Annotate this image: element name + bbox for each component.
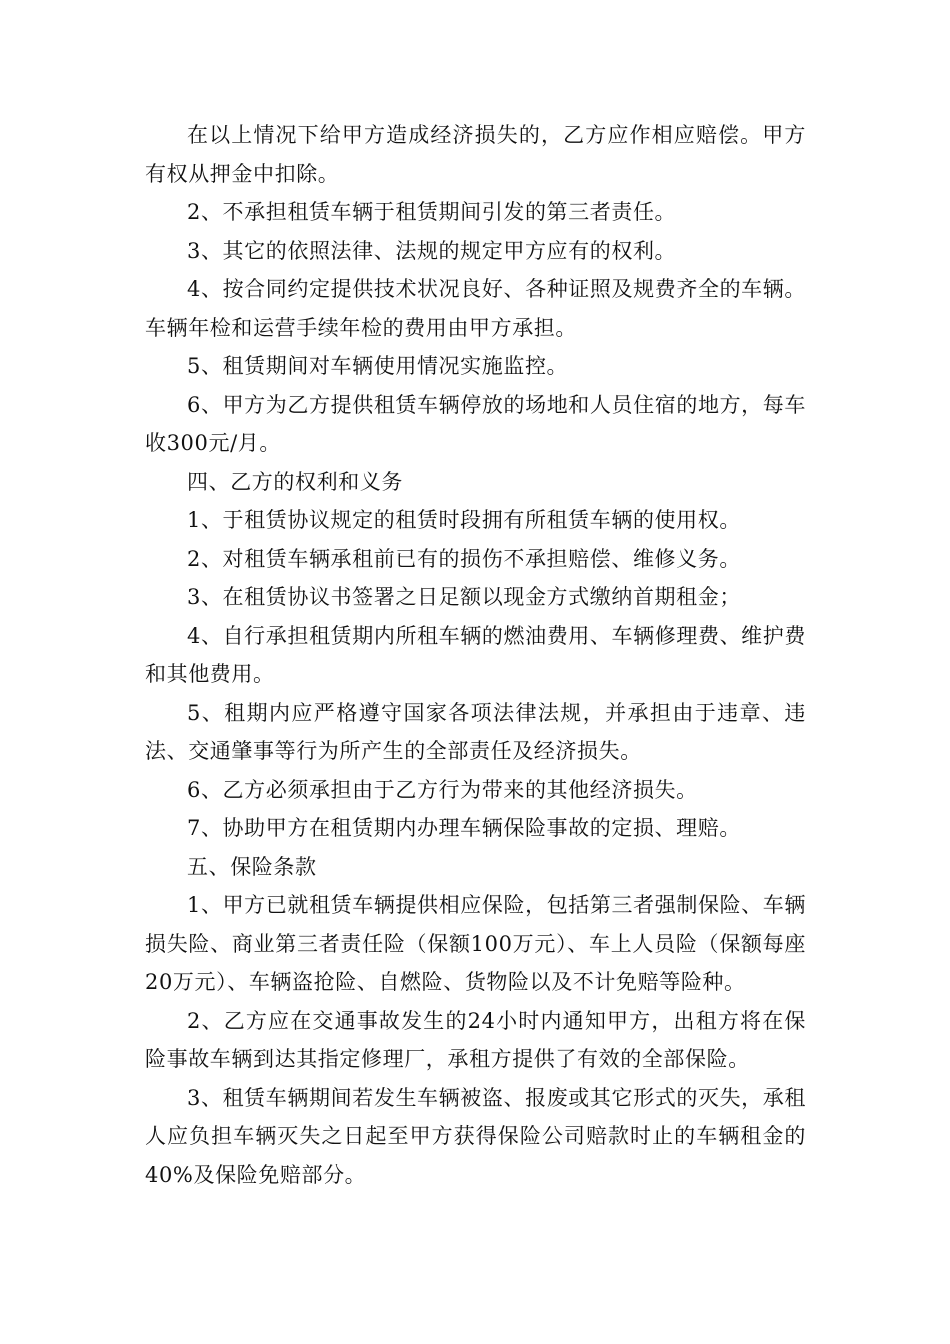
paragraph-insurance-2: 2、乙方应在交通事故发生的24小时内通知甲方，出租方将在保险事故车辆到达其指定修理厂，承租方提供了有效的全部保险。 bbox=[145, 1008, 806, 1071]
paragraph-loss-compensation: 在以上情况下给甲方造成经济损失的，乙方应作相应赔偿。甲方有权从押金中扣除。 bbox=[145, 123, 806, 186]
paragraph-lessee-duty-4: 4、自行承担租赁期内所租车辆的燃油费用、车辆修理费、维护费和其他费用。 bbox=[145, 623, 806, 686]
paragraph-lessee-duty-2: 2、对租赁车辆承租前已有的损伤不承担赔偿、维修义务。 bbox=[187, 546, 741, 571]
section-heading-insurance: 五、保险条款 bbox=[187, 854, 317, 879]
paragraph-lessor-duty-3: 3、其它的依照法律、法规的规定甲方应有的权利。 bbox=[187, 238, 677, 263]
paragraph-lessee-duty-1: 1、于租赁协议规定的租赁时段拥有所租赁车辆的使用权。 bbox=[187, 508, 741, 532]
paragraph-insurance-3: 3、租赁车辆期间若发生车辆被盗、报废或其它形式的灭失，承租人应负担车辆灭失之日起至甲方获得保险公司赔款时止的车辆租金的40%及保险免赔部分。 bbox=[145, 1085, 806, 1187]
document-body bbox=[145, 116, 806, 1194]
paragraph-lessor-duty-5: 5、租赁期间对车辆使用情况实施监控。 bbox=[187, 354, 569, 378]
paragraph-lessee-duty-6: 6、乙方必须承担由于乙方行为带来的其他经济损失。 bbox=[187, 777, 698, 802]
paragraph-lessor-duty-6: 6、甲方为乙方提供租赁车辆停放的场地和人员住宿的地方，每车收300元/月。 bbox=[145, 392, 806, 455]
paragraph-insurance-1: 1、甲方已就租赁车辆提供相应保险，包括第三者强制保险、车辆损失险、商业第三者责任险（保额100万元）、车上人员险（保额每座20万元）、车辆盗抢险、自燃险、货物险以及不计免赔等险种。 bbox=[145, 893, 806, 994]
paragraph-lessee-duty-7: 7、协助甲方在租赁期内办理车辆保险事故的定损、理赔。 bbox=[187, 816, 741, 840]
paragraph-lessor-duty-4: 4、按合同约定提供技术状况良好、各种证照及规费齐全的车辆。车辆年检和运营手续年检的费用由甲方承担。 bbox=[145, 277, 806, 340]
section-heading-lessee-rights: 四、乙方的权利和义务 bbox=[187, 469, 403, 494]
paragraph-lessee-duty-3: 3、在租赁协议书签署之日足额以现金方式缴纳首期租金； bbox=[187, 585, 741, 609]
paragraph-lessee-duty-5: 5、租期内应严格遵守国家各项法律法规，并承担由于违章、违法、交通肇事等行为所产生的全部责任及经济损失。 bbox=[145, 700, 806, 763]
paragraph-lessor-duty-2: 2、不承担租赁车辆于租赁期间引发的第三者责任。 bbox=[187, 200, 677, 224]
